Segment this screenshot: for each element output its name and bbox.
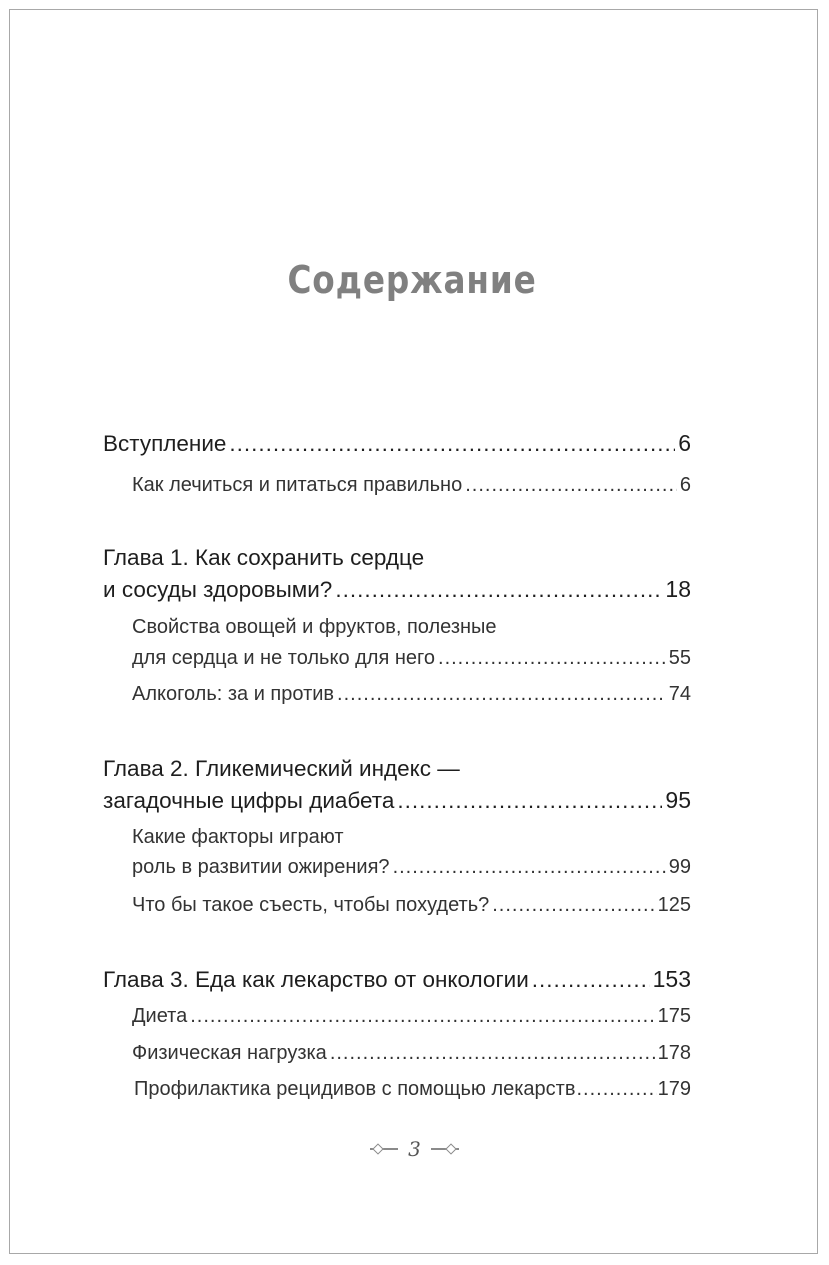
toc-entry-chapter-2[interactable] (103, 787, 691, 814)
toc-entry-obesity-factors[interactable] (132, 856, 691, 879)
toc-page-number: 179 (657, 1078, 691, 1100)
dot-leader (337, 683, 666, 706)
dot-leader (229, 431, 675, 457)
toc-entry-chapter-3[interactable] (103, 966, 691, 993)
toc-entry-lose-weight[interactable] (132, 894, 691, 917)
toc-entry-how-to-treat[interactable] (132, 474, 691, 497)
toc-page-number: 6 (679, 474, 691, 496)
toc-page-number: 6 (678, 430, 691, 456)
toc-entry-title: Физическая нагрузка (132, 1042, 327, 1064)
toc-entry-title: Алкоголь: за и против (132, 683, 335, 705)
toc-page-number: 125 (657, 894, 691, 916)
dot-leader (190, 1005, 654, 1028)
dot-leader (532, 967, 650, 993)
toc-entry-diet[interactable] (132, 1005, 691, 1028)
toc-entry-title: Вступление (103, 431, 227, 456)
toc-entry-vegetables-line-1[interactable] (132, 616, 691, 639)
toc-entry-chapter-2-line-1[interactable] (103, 756, 691, 782)
toc-page-number: 175 (657, 1005, 691, 1027)
dot-leader (438, 647, 666, 670)
dot-leader (393, 856, 666, 879)
toc-page-number: 18 (665, 576, 691, 602)
toc-entry-title: Как лечиться и питаться правильно (132, 474, 463, 496)
toc-entry-title: Глава 3. Еда как лекарство от онкологии (103, 967, 529, 992)
toc-entry-title: Глава 1. Как сохранить сердце (103, 545, 425, 570)
toc-page-number: 99 (668, 856, 691, 878)
toc-entry-obesity-factors-line-1[interactable] (132, 826, 691, 849)
toc-entry-relapse-prevention[interactable] (134, 1078, 691, 1101)
toc-entry-physical-activity[interactable] (132, 1042, 691, 1065)
dot-leader (397, 788, 662, 814)
toc-entry-title: и сосуды здоровыми? (103, 577, 333, 602)
toc-entry-title: загадочные цифры диабета (103, 788, 395, 813)
ornament-left-icon (370, 1147, 398, 1151)
toc-entry-title: Диета (132, 1005, 188, 1027)
toc-entry-title: Свойства овощей и фруктов, полезные (132, 616, 497, 638)
toc-page-number: 153 (652, 966, 691, 992)
dot-leader (330, 1042, 655, 1065)
toc-entry-chapter-1[interactable] (103, 576, 691, 603)
toc-entry-introduction[interactable] (103, 430, 691, 457)
page-number: 3 (408, 1137, 421, 1161)
toc-entry-alcohol[interactable] (132, 683, 691, 706)
page-footer (0, 1137, 829, 1161)
toc-page-number: 74 (668, 683, 691, 705)
toc-page-number: 178 (657, 1042, 691, 1064)
dot-leader (465, 474, 677, 497)
toc-entry-title: роль в развитии ожирения? (132, 856, 390, 878)
ornament-right-icon (431, 1147, 459, 1151)
toc-entry-title: Глава 2. Гликемический индекс — (103, 756, 460, 781)
dot-leader (335, 577, 662, 603)
dot-leader (492, 894, 654, 917)
toc-entry-vegetables[interactable] (132, 647, 691, 670)
toc-entry-title: Что бы такое съесть, чтобы похудеть? (132, 894, 490, 916)
toc-entry-title: Профилактика рецидивов с помощью лекарств (134, 1078, 576, 1100)
toc-page-number: 95 (665, 787, 691, 813)
toc-entry-title: для сердца и не только для него (132, 647, 436, 669)
toc-entry-title: Какие факторы играют (132, 826, 344, 848)
page-title: Содержание (287, 258, 537, 302)
toc-entry-chapter-1-line-1[interactable] (103, 545, 691, 571)
dot-leader (576, 1078, 656, 1101)
toc-page-number: 55 (668, 647, 691, 669)
